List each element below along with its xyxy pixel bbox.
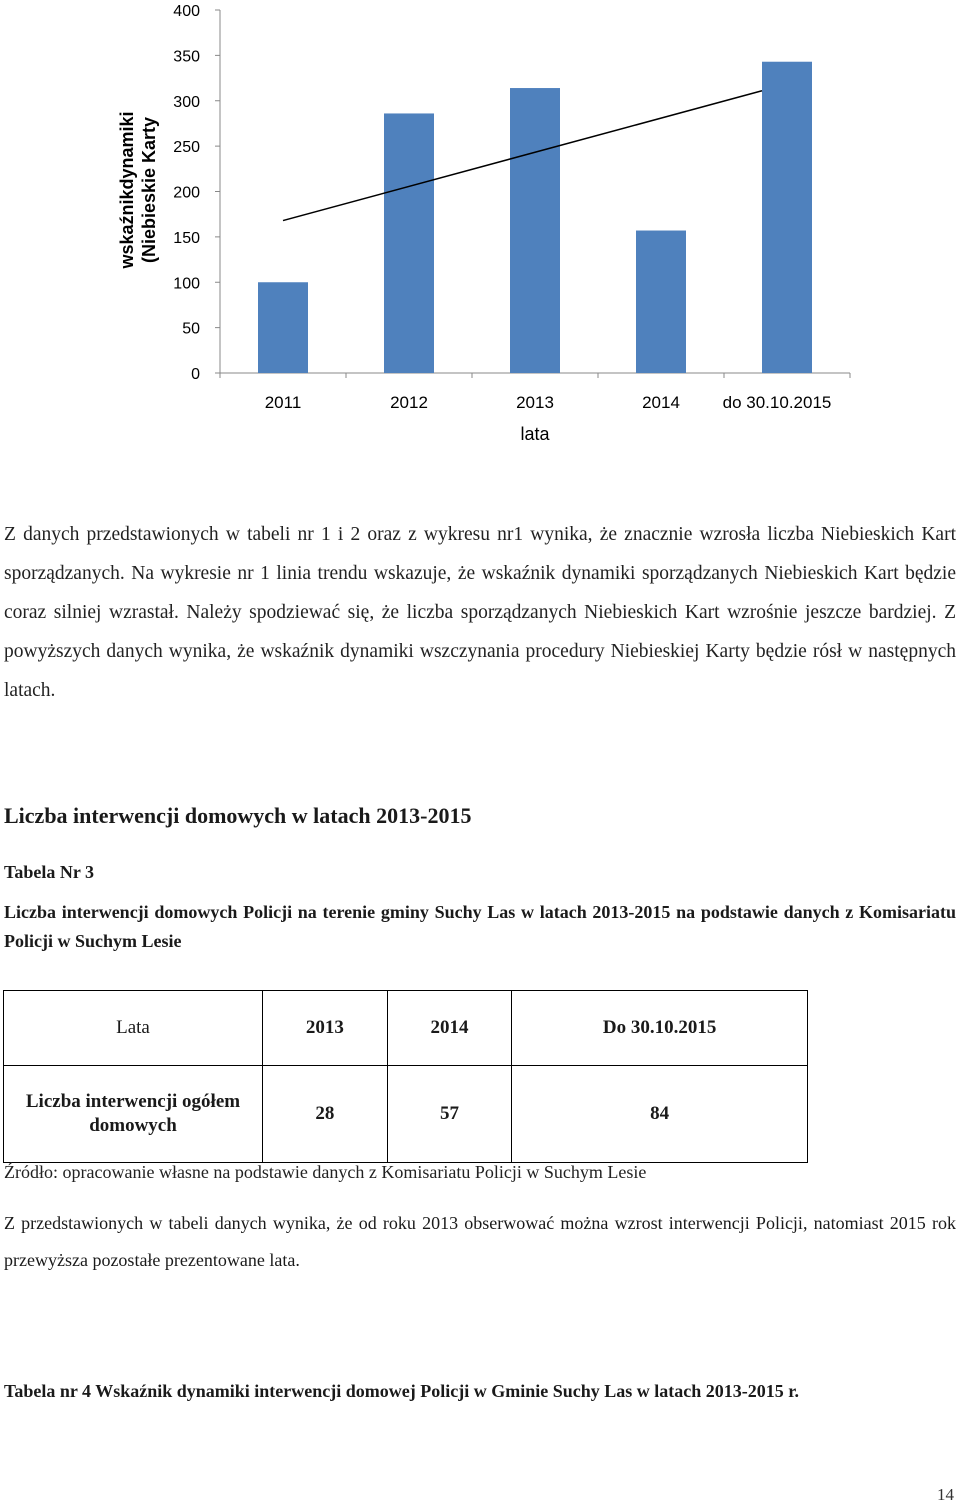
- header-cell-2014: 2014: [387, 991, 512, 1066]
- y-tick-label: 50: [182, 320, 200, 338]
- bar: [258, 282, 308, 373]
- bar: [384, 113, 434, 373]
- analysis-paragraph: Z danych przedstawionych w tabeli nr 1 i 2 oraz z wykresu nr1 wynika, że znacznie wzrosła liczba Niebieskich Kart sporządzanych. Na wykresie nr 1 linia trendu wskazuje, że wskaźnik dynamiki sporządzanych Niebieskich Kart będzie coraz silniej wzrastał. Należy spodziewać się, że liczba sporządzanych Niebieskich Kart wzrośnie jeszcze bardziej. Z powyższych danych wynika, że wskaźnik dynamiki wszczynania procedury Niebieskiej Karty będzie rósł w następnych latach.: [4, 524, 956, 701]
- page-number: 14: [937, 1485, 954, 1504]
- y-axis-title-line1: wskaźnikdynamiki: [117, 111, 137, 269]
- x-tick-label: do 30.10.2015: [722, 393, 832, 412]
- x-axis-title: lata: [520, 424, 550, 444]
- y-tick-label: 200: [173, 184, 200, 202]
- bar: [636, 231, 686, 373]
- source-note: Źródło: opracowanie własne na podstawie danych z Komisariatu Policji w Suchym Lesie: [4, 1162, 647, 1182]
- value-cell-2014: 57: [387, 1066, 512, 1163]
- table-number-label: Tabela Nr 3: [4, 862, 95, 882]
- bar: [510, 88, 560, 373]
- y-tick-label: 350: [173, 48, 200, 66]
- header-cell-2013: 2013: [263, 991, 388, 1066]
- y-axis-ticks: [173, 3, 220, 383]
- table-row: [4, 1066, 808, 1163]
- y-tick-label: 400: [173, 3, 200, 20]
- x-tick-label: 2013: [516, 393, 554, 412]
- value-cell-2015: 84: [512, 1066, 808, 1163]
- header-cell-lata: Lata: [4, 991, 263, 1066]
- y-tick-label: 300: [173, 93, 200, 111]
- row-label-cell: Liczba interwencji ogółem domowych: [4, 1066, 263, 1163]
- table-header-row: [4, 991, 808, 1066]
- header-cell-2015: Do 30.10.2015: [512, 991, 808, 1066]
- y-tick-label: 250: [173, 139, 200, 157]
- y-tick-label: 0: [191, 366, 200, 383]
- value-cell-2013: 28: [263, 1066, 388, 1163]
- bar-series: [258, 62, 812, 373]
- conclusion-paragraph: Z przedstawionych w tabeli danych wynika, że od roku 2013 obserwować można wzrost interwencji Policji, natomiast 2015 rok przewyższa pozostałe prezentowane lata.: [4, 1213, 956, 1270]
- x-axis-ticks: [220, 373, 850, 412]
- table-caption: Liczba interwencji domowych Policji na terenie gminy Suchy Las w latach 2013-2015 na podstawie danych z Komisariatu Policji w Suchym Lesie: [4, 902, 956, 951]
- x-tick-label: 2012: [390, 393, 428, 412]
- x-tick-label: 2014: [642, 393, 680, 412]
- y-tick-label: 150: [173, 229, 200, 247]
- table4-title: Tabela nr 4 Wskaźnik dynamiki interwencji domowej Policji w Gminie Suchy Las w latach 2013-2015 r.: [4, 1381, 800, 1401]
- interventions-table: [3, 990, 808, 1163]
- dynamics-bar-chart: [0, 0, 960, 460]
- section-title: Liczba interwencji domowych w latach 2013-2015: [4, 803, 472, 828]
- bar: [762, 62, 812, 373]
- y-axis-title-line2: (Niebieskie Karty: [139, 116, 159, 264]
- x-tick-label: 2011: [264, 393, 302, 412]
- y-tick-label: 100: [173, 275, 200, 293]
- y-axis-title: [117, 111, 159, 269]
